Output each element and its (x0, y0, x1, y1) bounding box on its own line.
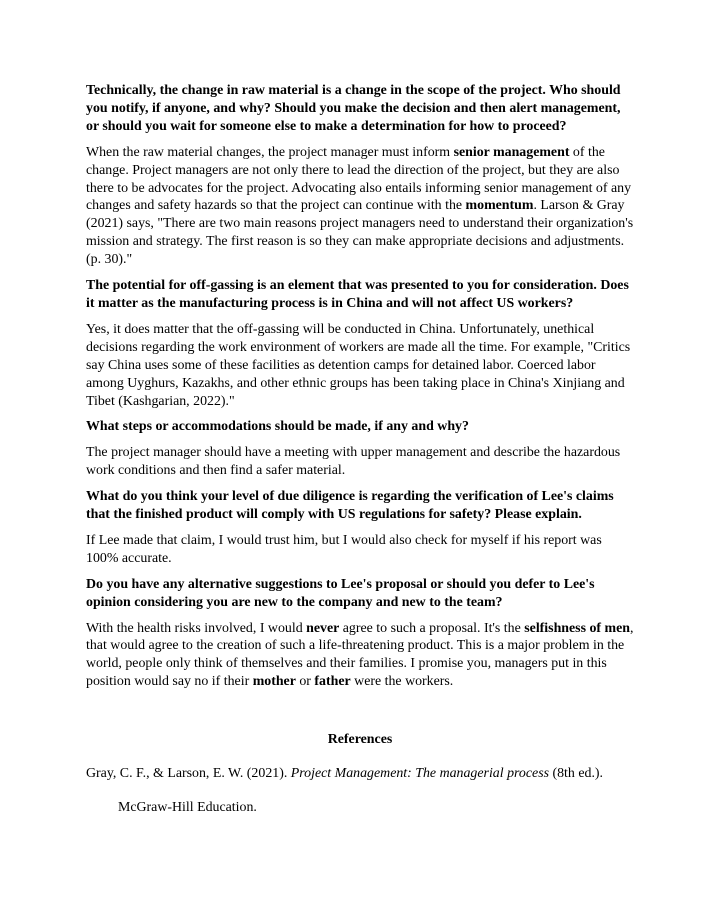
answer-1-bold-senior-management: senior management (453, 144, 570, 160)
answer-1-bold-momentum: momentum (465, 198, 534, 214)
question-4: What do you think your level of due diligence is regarding the verification of Lee's claims that the finished product will comply with US regulations for safety? Please explain. (86, 489, 614, 523)
answer-5-text: agree to such a proposal. It's the (339, 620, 525, 636)
references-heading: References (327, 732, 393, 747)
question-1: Technically, the change in raw material is a change in the scope of the project. Who should you notify, if anyone, and why? Should you make the decision and then alert management, or should you wait for someone else to make a determination for how to proceed? (86, 83, 621, 134)
reference-authors: Gray, C. F., & Larson, E. W. (2021). (86, 766, 291, 781)
question-5: Do you have any alternative suggestions to Lee's proposal or should you defer to Lee's opinion considering you are new to the company and new to the team? (86, 576, 595, 610)
answer-5-bold-father: father (314, 674, 351, 690)
answer-4: If Lee made that claim, I would trust him, but I would also check for myself if his report was 100% accurate. (86, 532, 602, 566)
reference-edition: (8th ed.). (549, 766, 604, 781)
document-page (86, 82, 634, 815)
answer-5-bold-never: never (306, 620, 340, 636)
answer-1-text: . Larson & Gray (2021) says, "There are two main reasons project managers need to understand their organization's mission and strategy. The first reason is so they can make appropriate decisions and adjustments. (p. 30)." (86, 198, 634, 268)
answer-1-text: of the change. Project managers are not only there to lead the direction of the project, but they are also there to be advocates for the project. Advocating also entails informing senior management of any changes and safety hazards so that the project can continue with the (86, 144, 632, 214)
answer-5 (86, 620, 634, 692)
question-2: The potential for off-gassing is an element that was presented to you for consideration. Does it matter as the manufacturing process is in China and will not affect US workers? (86, 278, 629, 311)
question-3: What steps or accommodations should be made, if any and why? (86, 419, 469, 435)
answer-5-bold-selfishness: selfishness of men (524, 620, 630, 636)
answer-5-text: , that would agree to the creation of such a life-threatening product. This is a major problem in the world, people only think of themselves and their families. I promise you, managers put in this position would say no if their (86, 620, 634, 690)
answer-2: Yes, it does matter that the off-gassing will be conducted in China. Unfortunately, unethical decisions regarding the work environment of workers are made all the time. For example, "Critics say China uses some of these facilities as detention camps for detained labor. Coerced labor among Uyghurs, Kazakhs, and other ethnic groups has been taking place in China's Xinjiang and Tibet (Kashgarian, 2022)." (86, 321, 631, 409)
answer-1 (86, 144, 634, 269)
answer-5-text: or (295, 674, 315, 690)
answer-1-text: When the raw material changes, the project manager must inform (86, 144, 454, 160)
reference-book-title: Project Management: The managerial process (290, 766, 550, 781)
answer-5-text: were the workers. (350, 674, 454, 690)
reference-publisher: McGraw-Hill Education. (118, 800, 257, 815)
reference-entry (86, 766, 603, 782)
answer-3: The project manager should have a meeting with upper management and describe the hazardous work conditions and then find a safer material. (86, 445, 621, 479)
answer-5-bold-mother: mother (252, 674, 296, 690)
answer-5-text: With the health risks involved, I would (86, 620, 307, 636)
